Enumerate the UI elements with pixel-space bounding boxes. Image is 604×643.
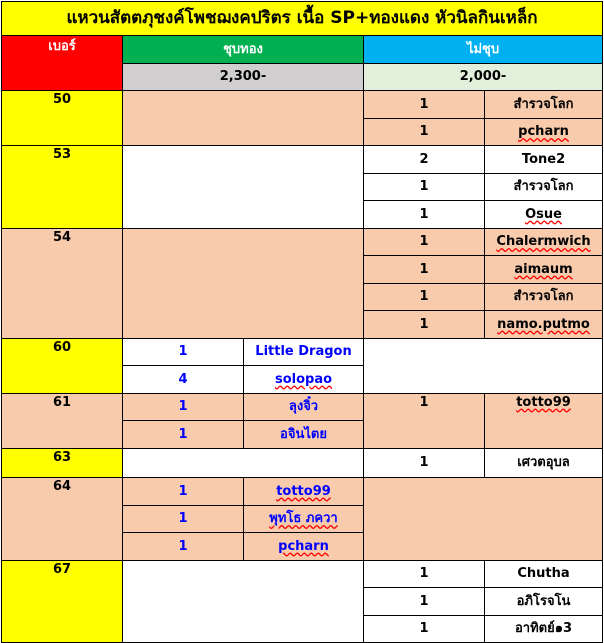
name-cell: ลุงจิ๋ว (244, 393, 364, 421)
qty-cell: 1 (364, 256, 485, 284)
gold-empty-53 (123, 146, 364, 229)
ring-number-53: 53 (2, 146, 123, 229)
qty-cell: 4 (123, 366, 244, 394)
gold-empty-67 (123, 560, 364, 643)
gold-empty-54 (123, 228, 364, 338)
gold-empty-50 (123, 91, 364, 146)
qty-cell: 1 (364, 615, 485, 643)
qty-cell: 1 (364, 588, 485, 616)
price-gold: 2,300- (123, 63, 364, 91)
qty-cell: 1 (123, 393, 244, 421)
qty-cell: 1 (364, 448, 485, 478)
ring-number-61: 61 (2, 393, 123, 448)
name-cell: Chutha (485, 560, 603, 588)
name-cell: อาทิตย์๑3 (485, 615, 603, 643)
name-cell: pcharn (485, 118, 603, 146)
name-cell: Osue (485, 201, 603, 229)
name-cell: namo.putmo (485, 311, 603, 339)
ring-number-67: 67 (2, 560, 123, 643)
name-cell: พุทโธ ภควา (244, 505, 364, 533)
name-cell: Chalermwich (485, 228, 603, 256)
qty-cell: 1 (123, 421, 244, 449)
name-cell: Little Dragon (244, 338, 364, 366)
qty-cell: 2 (364, 146, 485, 174)
name-cell: aimaum (485, 256, 603, 284)
table-title: แหวนสัตตภุชงค์โพชฌงคปริตร เนื้อ SP+ทองแดง หัวนิลกินเหล็ก (2, 2, 603, 36)
no-gold-empty-60 (364, 338, 603, 393)
price-no-gold: 2,000- (364, 63, 603, 91)
qty-cell: 1 (123, 533, 244, 561)
qty-cell: 1 (364, 118, 485, 146)
ring-number-54: 54 (2, 228, 123, 338)
qty-cell: 1 (123, 338, 244, 366)
ring-number-50: 50 (2, 91, 123, 146)
name-cell: อจินไตย (244, 421, 364, 449)
name-cell: totto99 (485, 393, 603, 448)
name-cell: อภิโรจโน (485, 588, 603, 616)
name-cell: สำรวจโลก (485, 173, 603, 201)
qty-cell: 1 (123, 505, 244, 533)
qty-cell: 1 (364, 91, 485, 119)
qty-cell: 1 (364, 283, 485, 311)
name-cell: solopao (244, 366, 364, 394)
qty-cell: 1 (364, 173, 485, 201)
header-number: เบอร์ (2, 36, 123, 91)
ring-number-64: 64 (2, 478, 123, 561)
name-cell: สำรวจโลก (485, 283, 603, 311)
name-cell: totto99 (244, 478, 364, 506)
qty-cell: 1 (364, 560, 485, 588)
ring-number-60: 60 (2, 338, 123, 393)
name-cell: pcharn (244, 533, 364, 561)
order-table (1, 1, 603, 643)
header-gold: ชุบทอง (123, 36, 364, 64)
gold-empty-63 (123, 448, 364, 478)
name-cell: เศวตอุบล (485, 448, 603, 478)
qty-cell: 1 (364, 201, 485, 229)
qty-cell: 1 (364, 228, 485, 256)
ring-number-63: 63 (2, 448, 123, 478)
header-no-gold: ไม่ชุบ (364, 36, 603, 64)
name-cell: Tone2 (485, 146, 603, 174)
no-gold-empty-64 (364, 478, 603, 561)
qty-cell: 1 (123, 478, 244, 506)
qty-cell: 1 (364, 311, 485, 339)
name-cell: สำรวจโลก (485, 91, 603, 119)
qty-cell: 1 (364, 393, 485, 448)
